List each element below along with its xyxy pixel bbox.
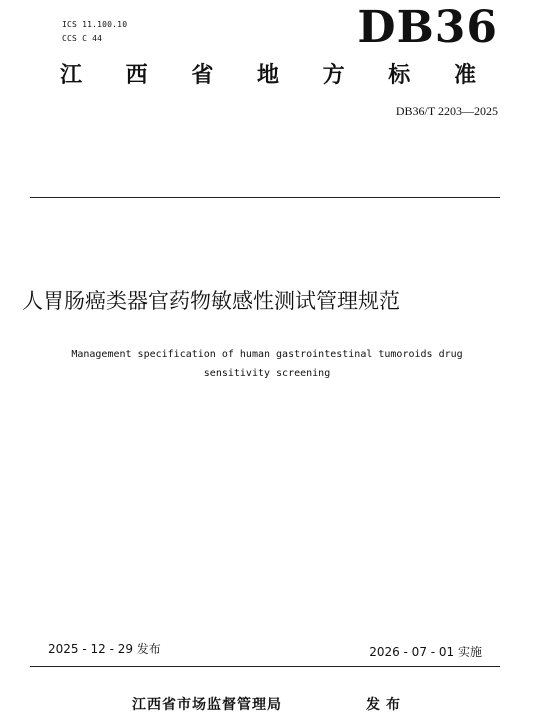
- heading-char: 省: [191, 63, 214, 88]
- heading-char: 西: [125, 63, 148, 88]
- top-divider: [30, 197, 500, 198]
- ics-code: ICS 11.100.10: [62, 20, 128, 29]
- ccs-code: CCS C 44: [62, 34, 103, 43]
- standard-number: DB36/T 2203—2025: [395, 104, 498, 118]
- issuing-authority: 江西省市场监督管理局: [132, 697, 282, 713]
- province-standard-heading: [60, 62, 476, 90]
- heading-char: 标: [388, 63, 411, 88]
- bottom-divider: [30, 666, 500, 667]
- db36-logo: DB36: [357, 2, 498, 53]
- heading-char: 准: [453, 63, 476, 88]
- heading-char: 地: [256, 63, 279, 88]
- issue-date: 2025 - 12 - 29 发布: [48, 642, 161, 656]
- english-title-line-2: sensitivity screening: [203, 368, 331, 379]
- english-title: [10, 345, 524, 383]
- chinese-title: 人胃肠癌类器官药物敏感性测试管理规范: [22, 289, 400, 313]
- heading-char: 江: [60, 63, 83, 88]
- heading-char: 方: [322, 63, 345, 88]
- english-title-line-1: Management specification of human gastrointestinal tumoroids drug: [71, 349, 463, 360]
- publish-label: 发布: [366, 697, 406, 713]
- implementation-date: 2026 - 07 - 01 实施: [369, 645, 482, 659]
